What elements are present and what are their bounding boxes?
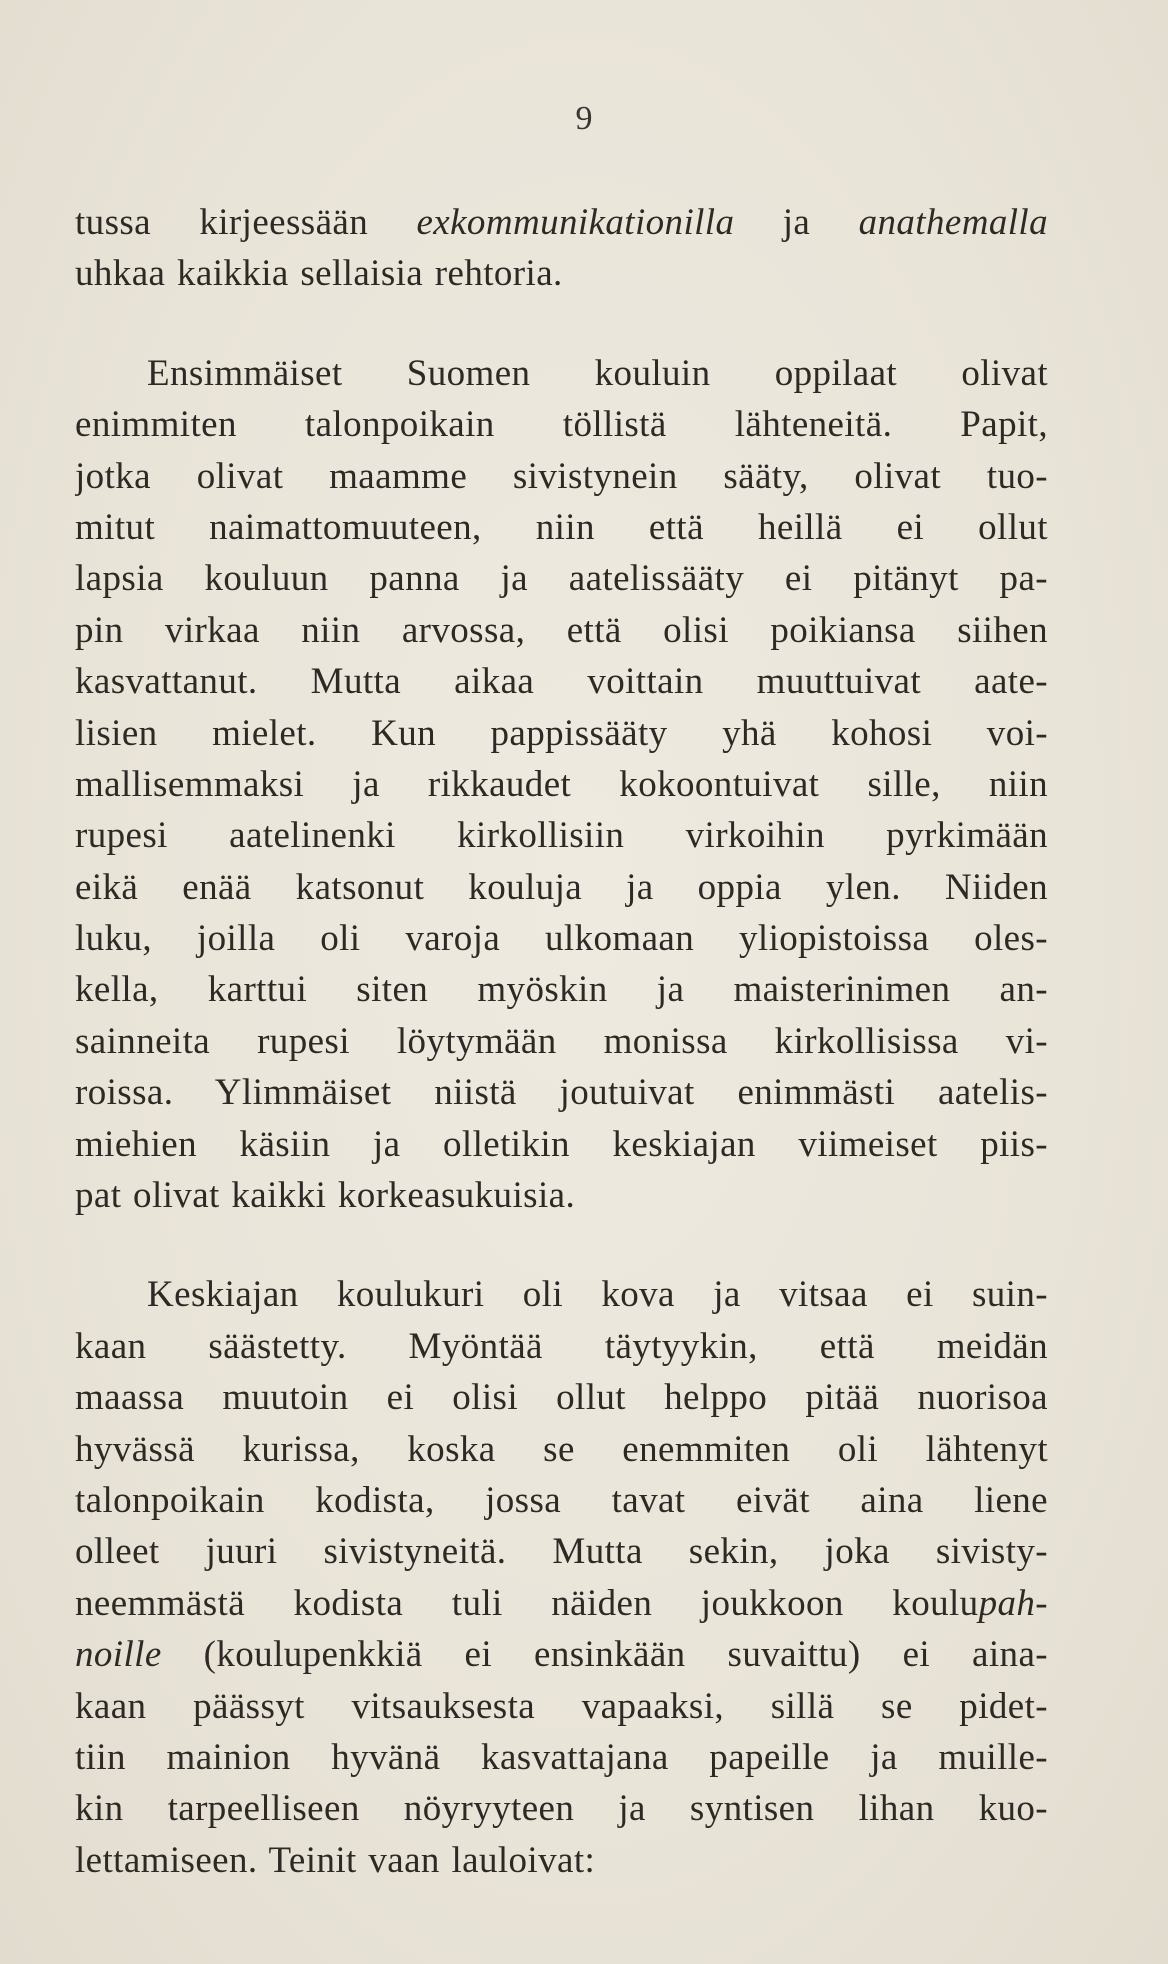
- text-line: [75, 1835, 1048, 1886]
- italic-term: pah-: [978, 1582, 1048, 1624]
- text-line: [75, 913, 1048, 964]
- text-segment: uhkaa kaikkia sellaisia rehtoria.: [75, 253, 563, 295]
- text-segment: lisien mielet. Kun pappissääty yhä kohosi voi-: [75, 712, 1048, 754]
- text-line: [75, 1067, 1048, 1118]
- text-segment: jotka olivat maamme sivistynein sääty, olivat tuo-: [75, 455, 1048, 497]
- paragraph-gap: [75, 1221, 1048, 1269]
- page-number: 9: [575, 100, 593, 137]
- text-segment: kin tarpeelliseen nöyryyteen ja syntisen lihan kuo-: [75, 1788, 1048, 1830]
- text-line: [75, 1475, 1048, 1526]
- text-segment: tiin mainion hyvänä kasvattajana papeille ja muille-: [75, 1736, 1048, 1778]
- text-line: [75, 248, 1048, 299]
- italic-term: anathemalla: [858, 202, 1048, 243]
- text-line: [75, 605, 1048, 656]
- text-segment: rupesi aatelinenki kirkollisiin virkoihin pyrkimään: [75, 815, 1048, 857]
- text-segment: pin virkaa niin arvossa, että olisi poikiansa siihen: [75, 609, 1048, 651]
- text-segment: Ensimmäiset Suomen kouluin oppilaat olivat: [147, 352, 1048, 394]
- text-segment: mitut naimattomuuteen, niin että heillä ei ollut: [75, 506, 1048, 548]
- text-segment: Keskiajan koulukuri oli kova ja vitsaa ei suin-: [147, 1274, 1048, 1316]
- paragraph: [75, 197, 1048, 300]
- text-line: [75, 964, 1048, 1015]
- text-line: [75, 656, 1048, 707]
- text-segment: mallisemmaksi ja rikkaudet kokoontuivat sille, niin: [75, 763, 1048, 805]
- text-line: [75, 1119, 1048, 1170]
- text-line: [75, 1629, 1048, 1680]
- text-segment: luku, joilla oli varoja ulkomaan yliopistoissa oles-: [75, 918, 1048, 960]
- text-line: [75, 1016, 1048, 1067]
- text-segment: olleet juuri sivistyneitä. Mutta sekin, joka sivisty-: [75, 1531, 1048, 1573]
- text-line: [75, 1578, 1048, 1629]
- text-line: [75, 759, 1048, 810]
- text-line: [75, 708, 1048, 759]
- text-line: [75, 810, 1048, 861]
- text-segment: (koulupenkkiä ei ensinkään suvaittu) ei aina-: [161, 1634, 1048, 1676]
- text-line: [75, 1321, 1048, 1372]
- text-segment: roissa. Ylimmäiset niistä joutuivat enimmästi aatelis-: [75, 1072, 1048, 1114]
- text-segment: kaan päässyt vitsauksesta vapaaksi, sillä se pidet-: [75, 1685, 1048, 1727]
- text-segment: sainneita rupesi löytymään monissa kirkollisissa vi-: [75, 1020, 1048, 1062]
- text-line: [75, 1269, 1048, 1320]
- text-segment: maassa muutoin ei olisi ollut helppo pitää nuorisoa: [75, 1377, 1048, 1419]
- text-segment: enimmiten talonpoikain töllistä lähteneitä. Papit,: [75, 404, 1048, 446]
- paragraph: [75, 348, 1048, 1222]
- text-line: [75, 862, 1048, 913]
- text-line: [75, 1526, 1048, 1577]
- text-segment: ja: [734, 202, 859, 243]
- text-segment: neemmästä kodista tuli näiden joukkoon koulu: [75, 1582, 979, 1624]
- text-line: [75, 1170, 1048, 1221]
- text-segment: lettamiseen. Teinit vaan lauloivat:: [75, 1839, 596, 1881]
- text-segment: talonpoikain kodista, jossa tavat eivät aina liene: [75, 1479, 1048, 1521]
- text-line: [75, 1424, 1048, 1475]
- text-segment: tussa kirjeessään: [75, 202, 417, 243]
- text-segment: eikä enää katsonut kouluja ja oppia ylen. Niiden: [75, 866, 1048, 908]
- body-text: [75, 197, 1048, 1886]
- text-line: [75, 1372, 1048, 1423]
- text-line: [75, 1681, 1048, 1732]
- text-segment: kaan säästetty. Myöntää täytyykin, että meidän: [75, 1325, 1048, 1367]
- text-line: [75, 502, 1048, 553]
- text-segment: hyvässä kurissa, koska se enemmiten oli lähtenyt: [75, 1428, 1048, 1470]
- text-line: [75, 451, 1048, 502]
- text-line: [75, 348, 1048, 399]
- text-line: [75, 1732, 1048, 1783]
- text-line: [75, 1783, 1048, 1834]
- text-line: [75, 399, 1048, 450]
- paragraph: [75, 1269, 1048, 1886]
- italic-term: noille: [75, 1634, 162, 1676]
- text-segment: lapsia kouluun panna ja aatelissääty ei pitänyt pa-: [75, 558, 1048, 600]
- text-segment: kella, karttui siten myöskin ja maisterinimen an-: [75, 969, 1048, 1011]
- text-segment: pat olivat kaikki korkeasukuisia.: [75, 1175, 576, 1217]
- paragraph-gap: [75, 300, 1048, 348]
- text-segment: kasvattanut. Mutta aikaa voittain muuttuivat aate-: [75, 661, 1048, 703]
- text-segment: miehien käsiin ja olletikin keskiajan viimeiset piis-: [75, 1123, 1048, 1165]
- text-line: [75, 197, 1048, 248]
- text-line: [75, 553, 1048, 604]
- italic-term: exkommunikationilla: [416, 202, 735, 243]
